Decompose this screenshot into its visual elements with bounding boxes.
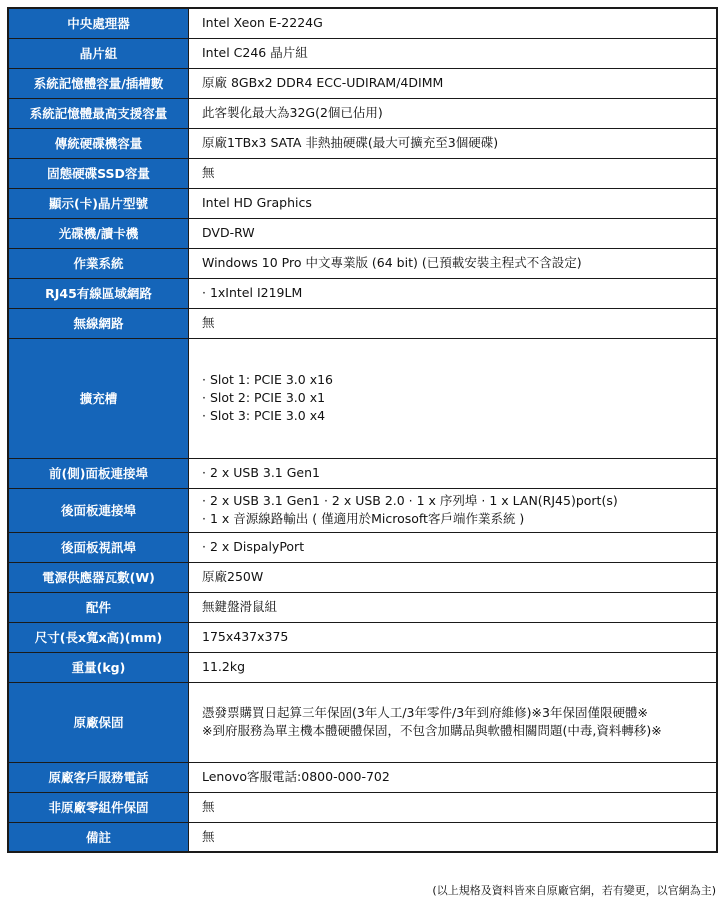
spec-label: 原廠保固 — [8, 682, 189, 762]
spec-row — [8, 338, 717, 458]
spec-table-body — [8, 8, 717, 852]
spec-value — [189, 682, 718, 762]
spec-row — [8, 218, 717, 248]
spec-row — [8, 98, 717, 128]
spec-value-line: 無 — [202, 828, 215, 844]
spec-row — [8, 38, 717, 68]
spec-value-line: · 1xIntel I219LM — [202, 285, 303, 300]
spec-label: 中央處理器 — [8, 8, 189, 38]
spec-value-line: 無 — [202, 799, 215, 814]
spec-label: 配件 — [8, 592, 189, 622]
footer-note: (以上規格及資料皆來自原廠官網，若有變更，以官網為主) — [432, 884, 716, 897]
spec-value-line: · Slot 1: PCIE 3.0 x16 — [202, 372, 333, 387]
spec-value-line: 無 — [202, 315, 215, 330]
spec-row — [8, 562, 717, 592]
spec-value-line: 憑發票購買日起算三年保固(3年人工/3年零件/3年到府維修)※3年保固僅限硬體※ — [202, 705, 648, 720]
spec-label: 傳統硬碟機容量 — [8, 128, 189, 158]
spec-value-line: · Slot 3: PCIE 3.0 x4 — [202, 408, 326, 423]
spec-label: 系統記憶體最高支援容量 — [8, 98, 189, 128]
spec-label: 顯示(卡)晶片型號 — [8, 188, 189, 218]
spec-label: 原廠客戶服務電話 — [8, 762, 189, 792]
spec-value — [189, 98, 718, 128]
spec-value — [189, 792, 718, 822]
spec-value-line: 11.2kg — [202, 659, 246, 674]
spec-value-line: 無 — [202, 165, 215, 180]
spec-value — [189, 8, 718, 38]
spec-value — [189, 38, 718, 68]
spec-value-line: 原廠250W — [202, 569, 264, 584]
spec-value-line: 無鍵盤滑鼠組 — [202, 599, 278, 614]
spec-table — [7, 7, 718, 853]
spec-label: 系統記憶體容量/插槽數 — [8, 68, 189, 98]
spec-label: 無線網路 — [8, 308, 189, 338]
spec-value — [189, 458, 718, 488]
spec-value — [189, 622, 718, 652]
spec-label: 前(側)面板連接埠 — [8, 458, 189, 488]
spec-label: 後面板連接埠 — [8, 488, 189, 532]
spec-row — [8, 652, 717, 682]
spec-row — [8, 682, 717, 762]
spec-row — [8, 68, 717, 98]
spec-value-line: 原廠 8GBx2 DDR4 ECC-UDIRAM/4DIMM — [202, 75, 444, 90]
spec-label: 固態硬碟SSD容量 — [8, 158, 189, 188]
spec-value-line: Windows 10 Pro 中文專業版 (64 bit) (已預載安裝主程式不含設定) — [202, 255, 582, 270]
spec-value-line: · 1 x 音源線路輸出 ( 僅適用於Microsoft客戶端作業系統 ) — [202, 511, 525, 526]
spec-value — [189, 128, 718, 158]
spec-value-line: ※到府服務為單主機本體硬體保固，不包含加購品與軟體相關問題(中毒,資料轉移)※ — [202, 723, 662, 738]
spec-row — [8, 622, 717, 652]
spec-label: 電源供應器瓦數(W) — [8, 562, 189, 592]
spec-row — [8, 128, 717, 158]
spec-value — [189, 762, 718, 792]
spec-label: 晶片組 — [8, 38, 189, 68]
spec-value — [189, 562, 718, 592]
spec-value — [189, 822, 718, 852]
spec-value — [189, 488, 718, 532]
spec-row — [8, 158, 717, 188]
spec-label: 備註 — [8, 822, 189, 852]
spec-value-line: Intel C246 晶片組 — [202, 45, 308, 60]
spec-label: 後面板視訊埠 — [8, 532, 189, 562]
spec-value-line: · 2 x DispalyPort — [202, 539, 305, 554]
spec-value — [189, 338, 718, 458]
spec-label: 尺寸(長x寬x高)(mm) — [8, 622, 189, 652]
spec-value-line: 此客製化最大為32G(2個已佔用) — [202, 105, 383, 120]
spec-row — [8, 458, 717, 488]
spec-value — [189, 248, 718, 278]
spec-value-line: Lenovo客服電話:0800-000-702 — [202, 769, 390, 784]
spec-value — [189, 218, 718, 248]
spec-row — [8, 592, 717, 622]
spec-value — [189, 188, 718, 218]
spec-row — [8, 308, 717, 338]
spec-label: 非原廠零組件保固 — [8, 792, 189, 822]
spec-value-line: Intel Xeon E-2224G — [202, 15, 323, 31]
spec-row — [8, 488, 717, 532]
spec-label: 重量(kg) — [8, 652, 189, 682]
spec-value — [189, 68, 718, 98]
spec-value-line: Intel HD Graphics — [202, 195, 312, 210]
spec-row — [8, 188, 717, 218]
spec-value-line: · 2 x USB 3.1 Gen1 — [202, 465, 320, 480]
spec-value-line: · Slot 2: PCIE 3.0 x1 — [202, 390, 326, 405]
spec-label: 作業系統 — [8, 248, 189, 278]
spec-value — [189, 592, 718, 622]
spec-value-line: 原廠1TBx3 SATA 非熱抽硬碟(最大可擴充至3個硬碟) — [202, 135, 499, 150]
spec-value — [189, 308, 718, 338]
spec-value — [189, 158, 718, 188]
spec-row — [8, 792, 717, 822]
spec-value — [189, 278, 718, 308]
spec-label: RJ45有線區域網路 — [8, 278, 189, 308]
spec-value — [189, 532, 718, 562]
spec-row — [8, 822, 717, 852]
spec-label: 擴充槽 — [8, 338, 189, 458]
spec-row — [8, 8, 717, 38]
spec-value-line: 175x437x375 — [202, 629, 289, 644]
spec-value-line: · 2 x USB 3.1 Gen1 · 2 x USB 2.0 · 1 x 序列埠 · 1 x LAN(RJ45)port(s) — [202, 493, 618, 508]
spec-row — [8, 762, 717, 792]
spec-value-line: DVD-RW — [202, 225, 255, 240]
spec-row — [8, 278, 717, 308]
spec-label: 光碟機/讀卡機 — [8, 218, 189, 248]
spec-row — [8, 248, 717, 278]
spec-row — [8, 532, 717, 562]
spec-value — [189, 652, 718, 682]
